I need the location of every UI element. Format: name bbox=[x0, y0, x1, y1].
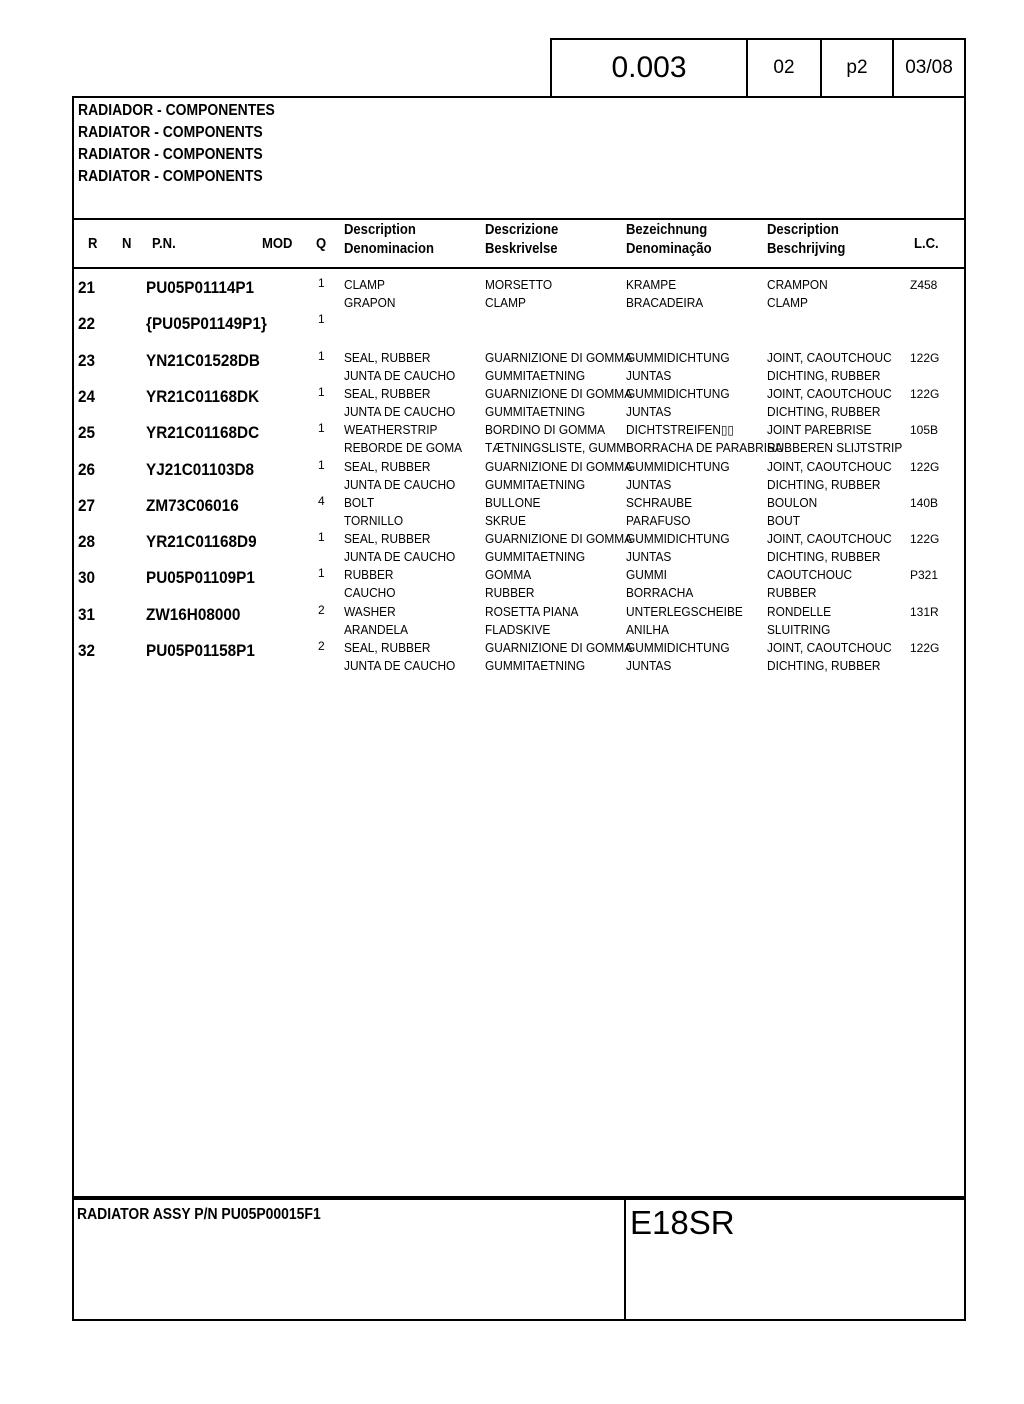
col-n: N bbox=[122, 236, 132, 252]
col-desc-de: Bezeichnung bbox=[626, 222, 708, 238]
part-number: YR21C01168D9 bbox=[146, 532, 257, 552]
desc-fr: JOINT, CAOUTCHOUC bbox=[767, 532, 892, 547]
table-row bbox=[74, 349, 964, 385]
desc-fr: RONDELLE bbox=[767, 604, 832, 619]
desc-en: BOLT bbox=[344, 495, 375, 510]
lc-code: 122G bbox=[910, 459, 940, 474]
desc-pt: JUNTAS bbox=[626, 404, 672, 419]
col-r: R bbox=[88, 236, 98, 252]
quantity: 1 bbox=[318, 566, 325, 581]
desc-pt: JUNTAS bbox=[626, 659, 672, 673]
desc-da: RUBBER bbox=[485, 586, 535, 601]
quantity: 1 bbox=[318, 457, 325, 472]
desc-nl: DICHTING, RUBBER bbox=[767, 550, 881, 565]
col-desc-nl: Beschrijving bbox=[767, 241, 846, 257]
desc-da: GUMMITAETNING bbox=[485, 477, 586, 492]
desc-fr: JOINT, CAOUTCHOUC bbox=[767, 459, 892, 474]
model-code: E18SR bbox=[630, 1204, 735, 1241]
desc-nl: DICHTING, RUBBER bbox=[767, 659, 881, 673]
ref-number: 25 bbox=[78, 423, 96, 443]
desc-en: SEAL, RUBBER bbox=[344, 350, 431, 365]
desc-it: GUARNIZIONE DI GOMMA bbox=[485, 350, 633, 365]
lc-code: 131R bbox=[910, 604, 939, 619]
desc-en: RUBBER bbox=[344, 568, 394, 583]
ref-number: 24 bbox=[78, 386, 96, 406]
desc-es: JUNTA DE CAUCHO bbox=[344, 404, 456, 419]
desc-es: JUNTA DE CAUCHO bbox=[344, 550, 456, 565]
desc-de: UNTERLEGSCHEIBE bbox=[626, 604, 743, 619]
desc-es: ARANDELA bbox=[344, 622, 409, 637]
col-desc-da: Beskrivelse bbox=[485, 241, 558, 257]
desc-it: GUARNIZIONE DI GOMMA bbox=[485, 532, 633, 547]
desc-it: BULLONE bbox=[485, 495, 541, 510]
desc-nl: DICHTING, RUBBER bbox=[767, 404, 881, 419]
desc-es: TORNILLO bbox=[344, 513, 404, 528]
desc-pt: JUNTAS bbox=[626, 368, 672, 383]
part-number: YR21C01168DK bbox=[146, 386, 260, 406]
col-q: Q bbox=[316, 236, 327, 252]
lc-code: 122G bbox=[910, 350, 940, 365]
title-en: RADIATOR - COMPONENTS bbox=[78, 124, 263, 141]
desc-pt: PARAFUSO bbox=[626, 513, 691, 528]
desc-nl: BOUT bbox=[767, 513, 800, 528]
desc-en: CLAMP bbox=[344, 278, 385, 292]
desc-da: GUMMITAETNING bbox=[485, 550, 586, 565]
desc-de: GUMMIDICHTUNG bbox=[626, 532, 730, 547]
title-en-2: RADIATOR - COMPONENTS bbox=[78, 146, 263, 163]
quantity: 1 bbox=[318, 312, 325, 327]
table-row bbox=[74, 494, 964, 530]
desc-nl: RUBBEREN SLIJTSTRIP bbox=[767, 441, 903, 456]
part-number: ZW16H08000 bbox=[146, 604, 241, 624]
lc-code: 140B bbox=[910, 495, 939, 510]
desc-fr: JOINT PAREBRISE bbox=[767, 423, 872, 438]
part-number: PU05P01158P1 bbox=[146, 641, 255, 660]
desc-fr: JOINT, CAOUTCHOUC bbox=[767, 386, 892, 401]
ref-number: 30 bbox=[78, 568, 96, 588]
ref-number: 26 bbox=[78, 459, 96, 479]
desc-es: CAUCHO bbox=[344, 586, 396, 601]
ref-number: 28 bbox=[78, 532, 96, 552]
desc-de: GUMMIDICHTUNG bbox=[626, 350, 730, 365]
part-number: PU05P01114P1 bbox=[146, 278, 255, 297]
desc-da: CLAMP bbox=[485, 296, 526, 310]
desc-nl: DICHTING, RUBBER bbox=[767, 368, 881, 383]
table-row bbox=[74, 458, 964, 494]
part-number: YR21C01168DC bbox=[146, 423, 260, 443]
lc-code: 122G bbox=[910, 386, 940, 401]
desc-de: GUMMIDICHTUNG bbox=[626, 641, 730, 655]
title-en-3: RADIATOR - COMPONENTS bbox=[78, 168, 263, 185]
assembly-label: RADIATOR ASSY P/N PU05P00015F1 bbox=[77, 1206, 321, 1223]
desc-fr: BOULON bbox=[767, 495, 818, 510]
table-row bbox=[74, 530, 964, 566]
desc-de: GUMMIDICHTUNG bbox=[626, 386, 730, 401]
desc-en: WASHER bbox=[344, 604, 396, 619]
desc-en: SEAL, RUBBER bbox=[344, 641, 431, 655]
lc-code: P321 bbox=[910, 568, 939, 583]
desc-it: GUARNIZIONE DI GOMMA bbox=[485, 386, 633, 401]
col-desc-es: Denominacion bbox=[344, 241, 434, 257]
desc-it: GUARNIZIONE DI GOMMA bbox=[485, 459, 633, 474]
desc-pt: JUNTAS bbox=[626, 550, 672, 565]
desc-da: FLADSKIVE bbox=[485, 622, 551, 637]
page-number: p2 bbox=[846, 57, 868, 78]
desc-de: GUMMIDICHTUNG bbox=[626, 459, 730, 474]
col-desc-en: Description bbox=[344, 222, 416, 238]
lc-code: 122G bbox=[910, 641, 940, 655]
desc-en: SEAL, RUBBER bbox=[344, 386, 431, 401]
desc-es: REBORDE DE GOMA bbox=[344, 441, 463, 456]
ref-number: 21 bbox=[78, 278, 96, 297]
desc-de: KRAMPE bbox=[626, 278, 677, 292]
quantity: 1 bbox=[318, 348, 325, 363]
col-lc: L.C. bbox=[914, 236, 939, 252]
revision: 02 bbox=[773, 57, 795, 78]
desc-es: JUNTA DE CAUCHO bbox=[344, 368, 456, 383]
col-desc-it: Descrizione bbox=[485, 222, 559, 238]
ref-number: 22 bbox=[78, 314, 96, 334]
ref-number: 27 bbox=[78, 495, 96, 515]
title-es: RADIADOR - COMPONENTES bbox=[78, 102, 275, 119]
desc-it: MORSETTO bbox=[485, 278, 553, 292]
part-number: PU05P01109P1 bbox=[146, 568, 255, 588]
part-number: YJ21C01103D8 bbox=[146, 459, 255, 479]
date: 03/08 bbox=[905, 57, 953, 78]
desc-pt: BORRACHA bbox=[626, 586, 694, 601]
desc-fr: JOINT, CAOUTCHOUC bbox=[767, 350, 892, 365]
main-frame bbox=[72, 96, 966, 1200]
desc-en: SEAL, RUBBER bbox=[344, 459, 431, 474]
part-number: ZM73C06016 bbox=[146, 495, 239, 515]
desc-fr: CRAMPON bbox=[767, 278, 828, 292]
lc-code: Z458 bbox=[910, 278, 938, 292]
desc-pt: JUNTAS bbox=[626, 477, 672, 492]
desc-it: BORDINO DI GOMMA bbox=[485, 423, 606, 438]
part-number: {PU05P01149P1} bbox=[146, 314, 267, 334]
col-mod: MOD bbox=[262, 236, 293, 252]
ref-number: 23 bbox=[78, 350, 96, 370]
quantity: 2 bbox=[318, 602, 325, 617]
lc-code: 105B bbox=[910, 423, 939, 438]
desc-pt: ANILHA bbox=[626, 622, 669, 637]
col-pn: P.N. bbox=[152, 236, 176, 252]
desc-fr: CAOUTCHOUC bbox=[767, 568, 853, 583]
desc-es: GRAPON bbox=[344, 296, 396, 310]
desc-en: WEATHERSTRIP bbox=[344, 423, 438, 438]
ref-number: 31 bbox=[78, 604, 96, 624]
table-row bbox=[74, 603, 964, 639]
desc-it: ROSETTA PIANA bbox=[485, 604, 579, 619]
desc-nl: CLAMP bbox=[767, 296, 808, 310]
desc-da: GUMMITAETNING bbox=[485, 368, 586, 383]
table-row bbox=[74, 385, 964, 421]
desc-da: GUMMITAETNING bbox=[485, 659, 586, 673]
desc-es: JUNTA DE CAUCHO bbox=[344, 659, 456, 673]
desc-de: SCHRAUBE bbox=[626, 495, 692, 510]
quantity: 1 bbox=[318, 421, 325, 436]
quantity: 1 bbox=[318, 384, 325, 399]
desc-de: GUMMI bbox=[626, 568, 667, 583]
table-row bbox=[74, 639, 964, 675]
quantity: 1 bbox=[318, 276, 325, 290]
desc-en: SEAL, RUBBER bbox=[344, 532, 431, 547]
desc-da: TÆTNINGSLISTE, GUMMI bbox=[485, 441, 630, 456]
quantity: 4 bbox=[318, 493, 325, 508]
desc-da: SKRUE bbox=[485, 513, 526, 528]
desc-nl: RUBBER bbox=[767, 586, 817, 601]
ref-number: 32 bbox=[78, 641, 96, 660]
desc-fr: JOINT, CAOUTCHOUC bbox=[767, 641, 892, 655]
desc-pt: BRACADEIRA bbox=[626, 296, 704, 310]
desc-nl: SLUITRING bbox=[767, 622, 831, 637]
quantity: 2 bbox=[318, 639, 325, 653]
col-desc-pt: Denominação bbox=[626, 241, 712, 257]
desc-es: JUNTA DE CAUCHO bbox=[344, 477, 456, 492]
table-row bbox=[74, 312, 964, 348]
col-desc-fr: Description bbox=[767, 222, 839, 238]
desc-nl: DICHTING, RUBBER bbox=[767, 477, 881, 492]
desc-it: GOMMA bbox=[485, 568, 532, 583]
footer-box bbox=[72, 1196, 966, 1321]
desc-it: GUARNIZIONE DI GOMMA bbox=[485, 641, 633, 655]
table-row bbox=[74, 421, 964, 457]
part-number: YN21C01528DB bbox=[146, 350, 260, 370]
ref-number: 0.003 bbox=[611, 51, 687, 84]
desc-pt: BORRACHA DE PARABRISA bbox=[626, 441, 783, 456]
desc-da: GUMMITAETNING bbox=[485, 404, 586, 419]
table-row bbox=[74, 276, 964, 312]
table-row bbox=[74, 566, 964, 602]
desc-de: DICHTSTREIFEN▯▯ bbox=[626, 423, 735, 438]
quantity: 1 bbox=[318, 530, 325, 545]
header-box bbox=[550, 38, 966, 98]
lc-code: 122G bbox=[910, 532, 940, 547]
